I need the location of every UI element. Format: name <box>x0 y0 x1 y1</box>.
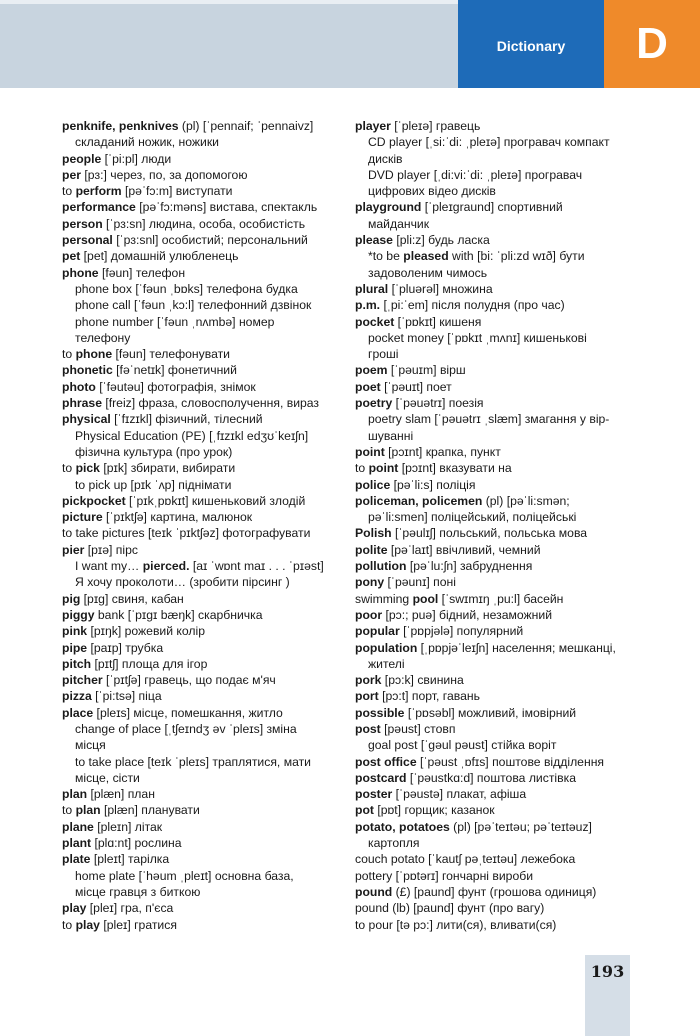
entry-definition: poetry slam [ˈpəuətrɪ ˌslæm] змагання у вір- <box>368 412 610 427</box>
entry-definition: with [bi: ˈpli:zd wɪð] бути <box>448 249 585 264</box>
dictionary-entry <box>355 167 637 183</box>
entry-definition: [pɒt] горщик; казанок <box>373 803 495 818</box>
dictionary-entry <box>355 460 637 476</box>
dictionary-entry <box>355 737 637 753</box>
entry-headword: personal <box>62 233 113 248</box>
entry-definition: [pɜ:] через, по, за допомогою <box>80 167 248 182</box>
dictionary-entry <box>62 542 342 558</box>
dictionary-entry <box>355 314 637 330</box>
dictionary-entry <box>355 297 637 313</box>
dictionary-entry <box>355 607 637 623</box>
entry-definition: [ˈpi:tsə] піца <box>91 689 162 704</box>
entry-definition: [pleɪn] літак <box>93 819 163 834</box>
entry-definition: [pleɪt] тарілка <box>90 852 170 867</box>
dictionary-entry <box>62 607 342 623</box>
dictionary-entry <box>62 884 342 900</box>
entry-headword: pick <box>75 461 100 476</box>
entry-headword: pickpocket <box>62 493 126 508</box>
entry-definition: [fəˈnetɪk] фонетичний <box>112 363 237 378</box>
entry-definition: [pɔ:; puə] бідний, незаможний <box>382 607 553 622</box>
entry-definition: [pleɪ] гратися <box>99 917 177 932</box>
entry-headword: penknife, penknives <box>62 119 179 133</box>
entry-definition: [ˈpɪktʃə] картина, малюнок <box>102 510 253 525</box>
entry-headword: pot <box>355 803 374 818</box>
dictionary-entry <box>62 395 342 411</box>
dictionary-entry <box>355 134 637 150</box>
dictionary-entry <box>355 493 637 509</box>
entry-headword: plate <box>62 852 91 867</box>
entry-definition: [freiz] фраза, словосполучення, вираз <box>101 396 320 411</box>
entry-headword: popular <box>355 624 400 639</box>
entry-definition: CD player [ˌsi:ˈdi: ˌpleɪə] програвач компакт <box>368 135 610 150</box>
dictionary-entry <box>62 591 342 607</box>
entry-definition: [ˈpleɪgraund] спортивний <box>421 200 563 215</box>
entry-definition: [plɑ:nt] рослина <box>91 836 182 851</box>
entry-headword: port <box>355 689 379 704</box>
section-label: Dictionary <box>496 38 566 54</box>
entry-headword: pizza <box>62 689 92 704</box>
dictionary-entry <box>355 509 637 525</box>
entry-prefix: to <box>355 461 369 476</box>
entry-definition: phone box [ˈfəun ˌbɒks] телефона будка <box>75 281 298 296</box>
dictionary-entry <box>355 786 637 802</box>
entry-definition: [ˈpɪtʃə] гравець, що подає м'яч <box>102 673 276 688</box>
dictionary-entry <box>62 460 342 476</box>
entry-definition: [pɔɪnt] вказувати на <box>398 461 512 476</box>
dictionary-entry <box>62 493 342 509</box>
entry-definition: [paɪp] трубка <box>87 640 164 655</box>
dictionary-entry <box>355 574 637 590</box>
entry-definition: [pɔ:t] порт, гавань <box>378 689 480 704</box>
dictionary-entry <box>355 656 637 672</box>
dictionary-entry <box>62 428 342 444</box>
entry-headword: plan <box>62 787 88 802</box>
entry-headword: plane <box>62 819 94 834</box>
entry-definition: to take pictures [teɪk ˈpɪktʃəz] фотографувати <box>62 526 311 541</box>
dictionary-entry <box>62 525 342 541</box>
dictionary-entry <box>355 558 637 574</box>
dictionary-entry <box>355 395 637 411</box>
entry-definition: [pɪg] свиня, кабан <box>80 591 184 606</box>
dictionary-entry <box>62 509 342 525</box>
dictionary-entry <box>62 183 342 199</box>
entry-definition: to pick up [pɪk ˈʌp] піднімати <box>75 477 232 492</box>
entry-definition: задоволеним чимось <box>368 265 488 280</box>
entry-headword: people <box>62 151 102 166</box>
entry-definition: [ˈfɪzɪkl] фізичний, тілесний <box>110 412 263 427</box>
dictionary-entry <box>355 362 637 378</box>
entry-headword: p.m. <box>355 298 381 313</box>
entry-definition: (pl) [ˈpennaif; ˈpennaivz] <box>178 119 314 133</box>
dictionary-entry <box>62 444 342 460</box>
entry-headword: postcard <box>355 770 407 785</box>
entry-headword: point <box>355 444 385 459</box>
entry-definition: [pet] домашній улюбленець <box>80 249 239 264</box>
entry-prefix: to <box>62 917 76 932</box>
entry-definition: фізична культура (про урок) <box>75 444 233 459</box>
entry-headword: post office <box>355 754 417 769</box>
dictionary-entry <box>355 379 637 395</box>
dictionary-entry <box>355 900 637 916</box>
entry-headword: please <box>355 233 393 248</box>
dictionary-entry <box>355 835 637 851</box>
dictionary-entry <box>355 721 637 737</box>
entry-headword: poetry <box>355 396 393 411</box>
entry-definition: bank [ˈpɪgɪ bæŋk] скарбничка <box>94 607 263 622</box>
entry-definition: to take place [teɪk ˈpleɪs] траплятися, мати <box>75 754 311 769</box>
entry-definition: change of place [ˌtʃeɪndʒ əv ˈpleɪs] зміна <box>75 721 297 736</box>
dictionary-entry <box>62 900 342 916</box>
dictionary-entry <box>355 330 637 346</box>
entry-headword: photo <box>62 379 96 394</box>
dictionary-entry <box>62 786 342 802</box>
entry-headword: pork <box>355 673 382 688</box>
dictionary-entry <box>355 705 637 721</box>
dictionary-entry <box>355 265 637 281</box>
entry-definition: [ˈswɪmɪŋ ˌpu:l] басейн <box>438 591 564 606</box>
entry-headword: pony <box>355 575 385 590</box>
entry-definition: [pəˈli:s] поліція <box>390 477 476 492</box>
entry-headword: pier <box>62 542 85 557</box>
dictionary-entry <box>62 737 342 753</box>
entry-headword: pool <box>412 591 439 606</box>
entry-definition: місце гравця з биткою <box>75 884 201 899</box>
dictionary-entry <box>62 265 342 281</box>
dictionary-entry <box>355 754 637 770</box>
entry-headword: possible <box>355 705 405 720</box>
dictionary-entry <box>62 802 342 818</box>
entry-definition: to pour [tə pɔ:] лити(ся), вливати(ся) <box>355 917 557 932</box>
dictionary-entry <box>355 819 637 835</box>
entry-headword: point <box>368 461 399 476</box>
dictionary-entry <box>355 346 637 362</box>
entry-definition: [ˌpi:ˈem] після полудня (про час) <box>380 298 565 313</box>
dictionary-entry <box>355 525 637 541</box>
entry-headword: player <box>355 119 391 133</box>
entry-definition: гроші <box>368 347 399 362</box>
dictionary-entry <box>62 281 342 297</box>
dictionary-entry <box>355 118 637 134</box>
entry-definition: [pɪtʃ] площа для ігор <box>91 656 208 671</box>
dictionary-entry <box>355 868 637 884</box>
entry-headword: pipe <box>62 640 88 655</box>
dictionary-entry <box>355 183 637 199</box>
dictionary-entry <box>62 379 342 395</box>
entry-definition: goal post [ˈgəul pəust] стійка воріт <box>368 738 557 753</box>
entry-headword: physical <box>62 412 111 427</box>
dictionary-entry <box>62 232 342 248</box>
entry-definition: [pɪk] збирати, вибирати <box>99 461 236 476</box>
entry-headword: poster <box>355 787 393 802</box>
dictionary-entry <box>355 884 637 900</box>
dictionary-entry <box>62 672 342 688</box>
dictionary-entry <box>62 640 342 656</box>
entry-definition: [pɪŋk] рожевий колір <box>87 624 205 639</box>
dictionary-entry <box>62 134 342 150</box>
dictionary-entry <box>355 428 637 444</box>
dictionary-entry <box>355 640 637 656</box>
entry-headword: plan <box>75 803 101 818</box>
entry-headword: playground <box>355 200 422 215</box>
dictionary-entry <box>62 314 342 330</box>
dictionary-entry <box>62 199 342 215</box>
entry-prefix: to <box>62 461 76 476</box>
entry-definition: pocket money [ˈpɒkɪt ˌmʌnɪ] кишенькові <box>368 330 587 345</box>
entry-prefix: to <box>62 803 76 818</box>
entry-headword: polite <box>355 542 388 557</box>
entry-headword: pierced. <box>142 559 190 574</box>
entry-definition: [ˈpi:pl] люди <box>101 151 172 166</box>
entry-definition: [ˈpɒsəbl] можливий, імовірний <box>404 705 577 720</box>
entry-definition: [ˈpɒkɪt] кишеня <box>394 314 482 329</box>
entry-headword: play <box>75 917 100 932</box>
entry-headword: pitch <box>62 656 92 671</box>
dictionary-entry <box>355 770 637 786</box>
dictionary-entry <box>62 705 342 721</box>
dictionary-entry <box>62 851 342 867</box>
entry-headword: poor <box>355 607 383 622</box>
entry-headword: post <box>355 721 381 736</box>
entry-headword: pink <box>62 624 88 639</box>
entry-definition: [ˈpəulɪʃ] польський, польська мова <box>391 526 588 541</box>
dictionary-entry <box>355 542 637 558</box>
entry-definition: [aɪ ˈwɒnt maɪ . . . ˈpɪəst] <box>189 559 324 574</box>
entry-headword: pet <box>62 249 81 264</box>
entry-prefix: swimming <box>355 591 413 606</box>
entry-definition: цифрових відео дисків <box>368 184 496 199</box>
entry-headword: play <box>62 901 87 916</box>
dictionary-entry <box>355 851 637 867</box>
entry-definition: [ˈpəustə] плакат, афіша <box>392 787 527 802</box>
entry-definition: [ˈpəustkɑ:d] поштова листівка <box>406 770 576 785</box>
entry-definition: [pəˈfɔ:məns] вистава, спектакль <box>135 200 318 215</box>
entry-headword: pleased <box>403 249 449 264</box>
entry-definition: [ˈpəunɪ] поні <box>384 575 456 590</box>
dictionary-entry <box>355 917 637 933</box>
dictionary-entry <box>62 754 342 770</box>
section-letter: D <box>636 19 668 68</box>
entry-headword: pocket <box>355 314 395 329</box>
dictionary-entry <box>355 216 637 232</box>
entry-definition: [ˈfəutəu] фотографія, знімок <box>95 379 256 394</box>
dictionary-entry <box>62 558 342 574</box>
dictionary-entry <box>355 591 637 607</box>
entry-definition: [fəun] телефон <box>98 265 186 280</box>
entry-headword: phone <box>75 347 113 362</box>
left-column <box>62 118 342 933</box>
entry-definition: [plæn] планувати <box>100 803 200 818</box>
entry-definition: шуванні <box>368 428 414 443</box>
entry-definition: [pleɪs] місце, помешкання, житло <box>93 705 283 720</box>
entry-headword: Polish <box>355 526 392 541</box>
page-number: 193 <box>590 962 625 981</box>
entry-headword: phone <box>62 265 99 280</box>
entry-headword: plural <box>355 281 389 296</box>
dictionary-entry <box>62 868 342 884</box>
entry-definition: [ˈpɜ:sn] людина, особа, особистість <box>102 216 306 231</box>
dictionary-entry <box>355 477 637 493</box>
section-tab <box>458 0 604 88</box>
entry-headword: phonetic <box>62 363 113 378</box>
entry-definition: [pɪə] пірс <box>84 542 138 557</box>
entry-definition: [pli:z] будь ласка <box>392 233 490 248</box>
entry-definition: [ˈpəuɪt] поет <box>380 379 452 394</box>
entry-definition: [plæn] план <box>87 787 155 802</box>
entry-headword: performance <box>62 200 136 215</box>
entry-headword: pig <box>62 591 81 606</box>
dictionary-entry <box>355 623 637 639</box>
entry-headword: pollution <box>355 559 407 574</box>
letter-tab <box>604 0 700 88</box>
entry-headword: pound <box>355 884 393 899</box>
entry-definition: pəˈli:smen] поліцейський, поліцейські <box>368 510 577 525</box>
entry-definition: (£) [paund] фунт (грошова одиниця) <box>392 884 597 899</box>
dictionary-entry <box>62 411 342 427</box>
dictionary-entry <box>62 151 342 167</box>
entry-prefix: to <box>62 184 76 199</box>
entry-definition: [pɔ:k] свинина <box>381 673 464 688</box>
entry-definition: місце, сісти <box>75 770 140 785</box>
entry-definition: жителі <box>368 656 405 671</box>
dictionary-entry <box>62 248 342 264</box>
entry-definition: [pɔɪnt] крапка, пункт <box>384 444 501 459</box>
dictionary-entry <box>62 917 342 933</box>
entry-definition: [pəˈlaɪt] ввічливий, чемний <box>387 542 541 557</box>
entry-definition: [ˈpɒpjələ] популярний <box>399 624 524 639</box>
entry-definition: картопля <box>368 836 420 851</box>
entry-headword: plant <box>62 836 92 851</box>
dictionary-entry <box>355 151 637 167</box>
entry-headword: poem <box>355 363 388 378</box>
entry-definition: [ˈpɜ:snl] особистий; персональний <box>112 233 308 248</box>
entry-definition: [pəust] стовп <box>380 721 456 736</box>
entry-headword: place <box>62 705 94 720</box>
entry-definition: Я хочу проколоти… (зробити пірсинг ) <box>75 575 290 590</box>
entry-definition: складаний ножик, ножики <box>75 135 219 150</box>
entry-definition: [pəˈlu:ʃn] забруднення <box>406 559 533 574</box>
entry-definition: дисків <box>368 151 403 166</box>
entry-headword: phrase <box>62 396 102 411</box>
entry-headword: poet <box>355 379 381 394</box>
entry-headword: policeman, policemen <box>355 493 483 508</box>
entry-definition: home plate [ˈhəum ˌpleɪt] основна база, <box>75 868 294 883</box>
entry-definition: місця <box>75 738 106 753</box>
entry-definition: [pəˈfɔ:m] виступати <box>121 184 233 199</box>
entry-definition: [ˈpəust ˌɒfɪs] поштове відділення <box>416 754 605 769</box>
dictionary-entry <box>62 819 342 835</box>
entry-definition: [ˌpɒpjəˈleɪʃn] населення; мешканці, <box>417 640 616 655</box>
dictionary-entry <box>62 623 342 639</box>
dictionary-entry <box>355 411 637 427</box>
entry-headword: pitcher <box>62 673 103 688</box>
entry-definition: [fəun] телефонувати <box>112 347 230 362</box>
dictionary-entry <box>62 770 342 786</box>
dictionary-entry <box>62 477 342 493</box>
dictionary-entry <box>62 346 342 362</box>
entry-definition: [ˈpɪkˌpɒkɪt] кишеньковий злодій <box>125 493 306 508</box>
entry-headword: perform <box>75 184 122 199</box>
dictionary-entry <box>62 167 342 183</box>
entry-headword: person <box>62 216 103 231</box>
entry-headword: picture <box>62 510 103 525</box>
dictionary-entry <box>355 672 637 688</box>
entry-definition: pound (lb) [paund] фунт (про вагу) <box>355 901 545 916</box>
dictionary-entry <box>62 362 342 378</box>
entry-definition: [ˈpluərəl] множина <box>388 281 493 296</box>
dictionary-entry <box>62 656 342 672</box>
entry-definition: DVD player [ˌdi:vi:ˈdi: ˌpleɪə] програвач <box>368 167 583 182</box>
dictionary-entry <box>62 574 342 590</box>
entry-definition: phone number [ˈfəun ˌnʌmbə] номер <box>75 314 275 329</box>
dictionary-entry <box>355 802 637 818</box>
entry-headword: piggy <box>62 607 95 622</box>
entry-definition: (pl) [pəˈli:smən; <box>482 493 570 508</box>
entry-definition: couch potato [ˈkautʃ pəˌteɪtəu] лежебока <box>355 852 576 867</box>
entry-definition: phone call [ˈfəun ˌkɔ:l] телефонний дзвінок <box>75 298 312 313</box>
entry-definition: (pl) [pəˈteɪtəu; pəˈteɪtəuz] <box>449 819 592 834</box>
dictionary-entry <box>62 721 342 737</box>
right-column <box>355 118 637 933</box>
entry-definition: [ˈpleɪə] гравець <box>390 119 481 133</box>
entry-definition: [pleɪ] гра, п'єса <box>86 901 174 916</box>
entry-prefix: I want my… <box>75 559 143 574</box>
dictionary-entry <box>62 330 342 346</box>
entry-prefix: *to be <box>368 249 404 264</box>
entry-headword: per <box>62 167 81 182</box>
entry-headword: police <box>355 477 391 492</box>
dictionary-entry <box>62 835 342 851</box>
dictionary-entry <box>355 444 637 460</box>
entry-definition: телефону <box>75 330 131 345</box>
dictionary-entry <box>62 297 342 313</box>
entry-definition: Physical Education (PE) [ˌfɪzɪkl edʒʊˈkeɪʃn] <box>75 428 309 443</box>
entry-headword: potato, potatoes <box>355 819 450 834</box>
dictionary-entry <box>355 232 637 248</box>
entry-prefix: to <box>62 347 76 362</box>
dictionary-entry <box>355 281 637 297</box>
entry-definition: pottery [ˈpɒtərɪ] гончарні вироби <box>355 868 534 883</box>
entry-definition: [ˈpəuɪm] вірш <box>387 363 466 378</box>
dictionary-entry <box>62 688 342 704</box>
entry-headword: population <box>355 640 418 655</box>
entry-definition: [ˈpəuətrɪ] поезія <box>392 396 484 411</box>
dictionary-entry <box>62 216 342 232</box>
dictionary-entry <box>355 248 637 264</box>
dictionary-entry <box>355 688 637 704</box>
dictionary-entry <box>355 199 637 215</box>
entry-definition: майданчик <box>368 216 430 231</box>
dictionary-entry <box>62 118 342 134</box>
